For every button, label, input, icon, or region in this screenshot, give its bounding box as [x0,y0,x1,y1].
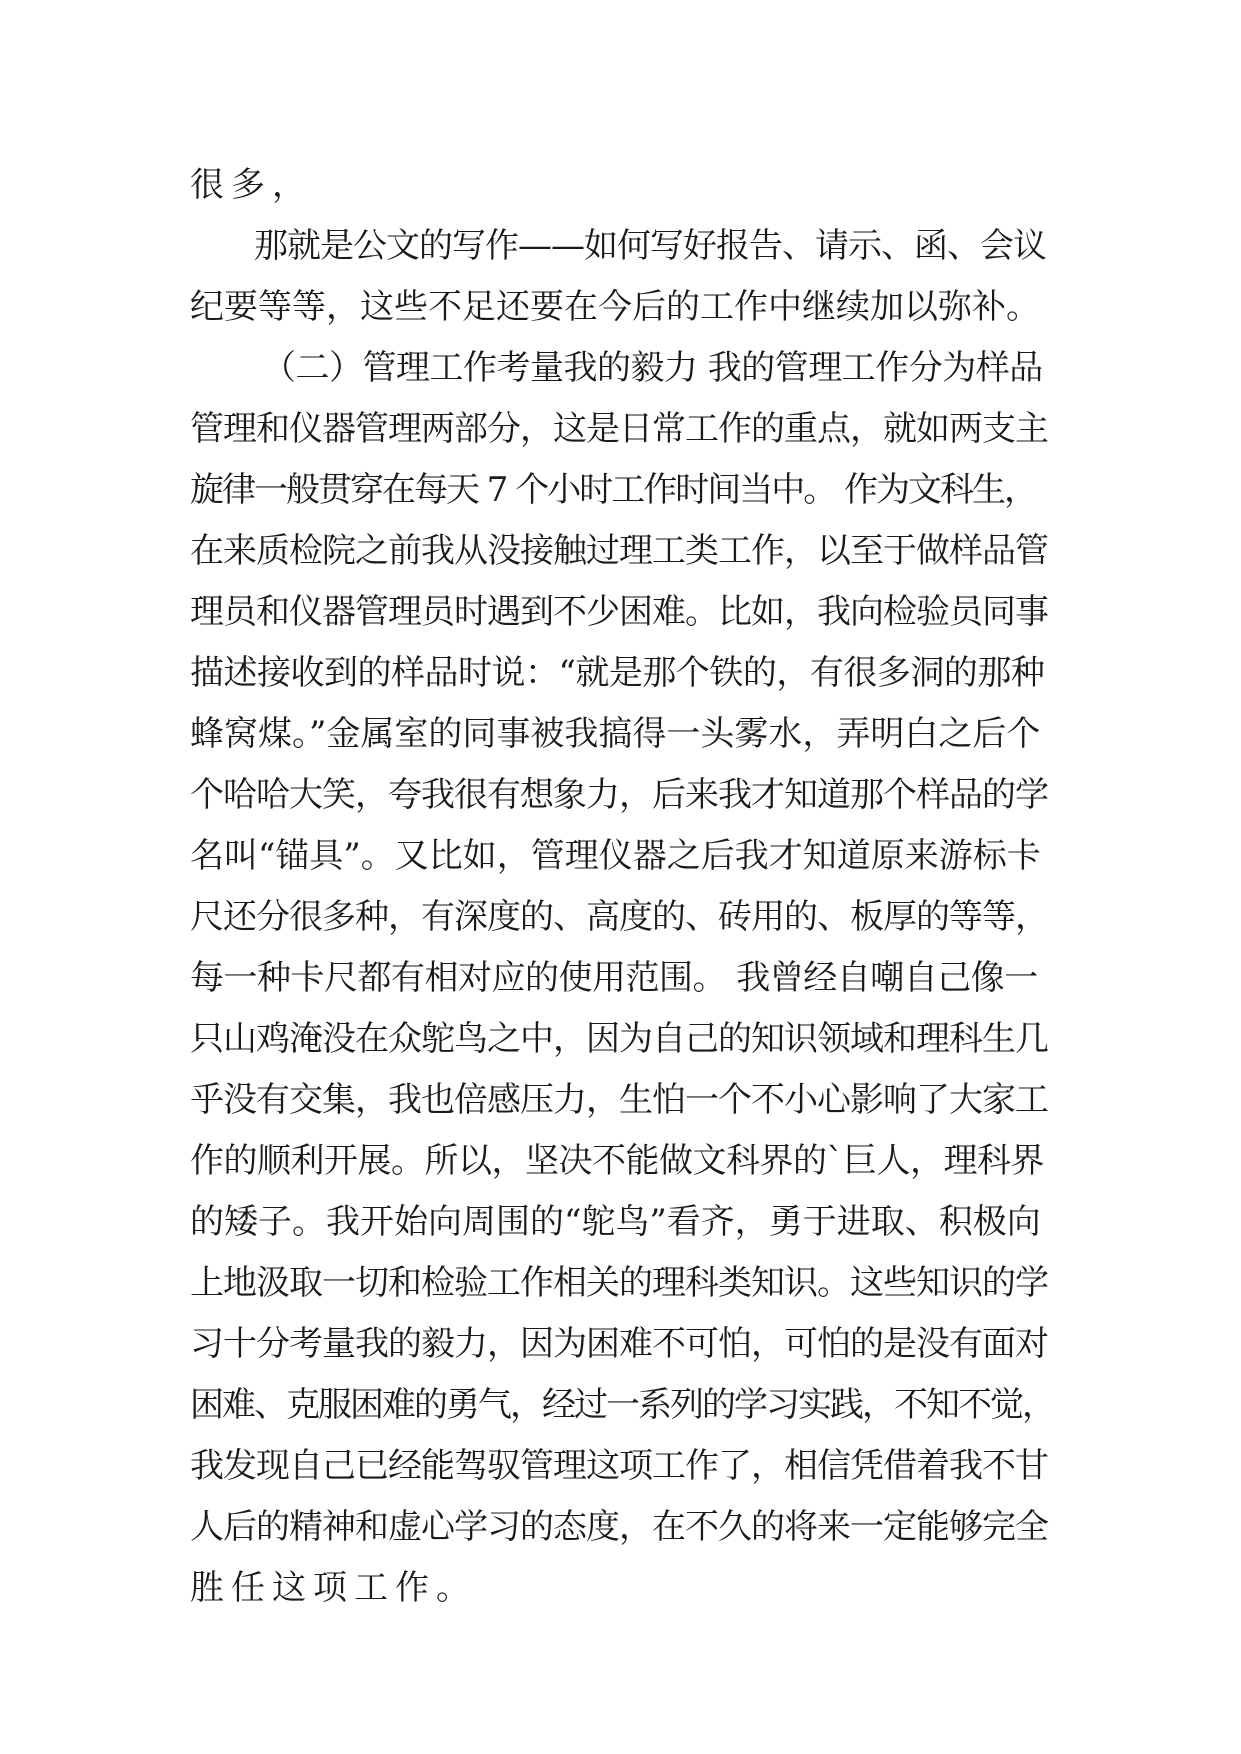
text-line: 习十分考量我的毅力，因为困难不可怕，可怕的是没有面对 [190,1324,1048,1364]
paragraph-start-line: 那就是公文的写作——如何写好报告、请示、函、会议 [254,226,1046,266]
text-line: 在来质检院之前我从没接触过理工类工作，以至于做样品管 [190,531,1048,571]
text-line: 很多， [190,165,313,205]
text-line: 困难、克服困难的勇气，经过一系列的学习实践，不知不觉， [190,1385,1054,1425]
document-body [190,155,1054,1619]
text-line: 尺还分很多种，有深度的、高度的、砖用的、板厚的等等， [190,897,1048,937]
text-line: 上地汲取一切和检验工作相关的理科类知识。这些知识的学 [190,1263,1048,1303]
section-heading-line: （二）管理工作考量我的毅力 我的管理工作分为样品 [262,348,1043,388]
text-line: 作的顺利开展。所以，坚决不能做文科界的`巨人，理科界 [190,1141,1044,1181]
text-line: 胜任这项工作。 [190,1568,477,1608]
text-line: 乎没有交集，我也倍感压力，生怕一个不小心影响了大家工 [190,1080,1048,1120]
text-line: 描述接收到的样品时说：“就是那个铁的，有很多洞的那种 [190,653,1045,693]
text-line: 每一种卡尺都有相对应的使用范围。 我曾经自嘲自己像一 [190,958,1038,998]
text-line: 人后的精神和虚心学习的态度，在不久的将来一定能够完全 [190,1507,1048,1547]
text-line: 我发现自己已经能驾驭管理这项工作了，相信凭借着我不甘 [190,1446,1048,1486]
text-line: 个哈哈大笑，夸我很有想象力，后来我才知道那个样品的学 [190,775,1048,815]
text-line: 纪要等等，这些不足还要在今后的工作中继续加以弥补。 [190,287,1040,327]
text-line: 旋律一般贯穿在每天 7 个小时工作时间当中。 作为文科生， [190,470,1037,510]
text-line: 理员和仪器管理员时遇到不少困难。比如，我向检验员同事 [190,592,1048,632]
text-line: 管理和仪器管理两部分，这是日常工作的重点，就如两支主 [190,409,1048,449]
text-line: 名叫“锚具”。又比如，管理仪器之后我才知道原来游标卡 [190,836,1041,876]
text-line: 蜂窝煤。”金属室的同事被我搞得一头雾水，弄明白之后个 [190,714,1041,754]
text-line: 只山鸡淹没在众鸵鸟之中，因为自己的知识领域和理科生几 [190,1019,1048,1059]
text-line: 的矮子。我开始向周围的“鸵鸟”看齐，勇于进取、积极向 [190,1202,1041,1242]
